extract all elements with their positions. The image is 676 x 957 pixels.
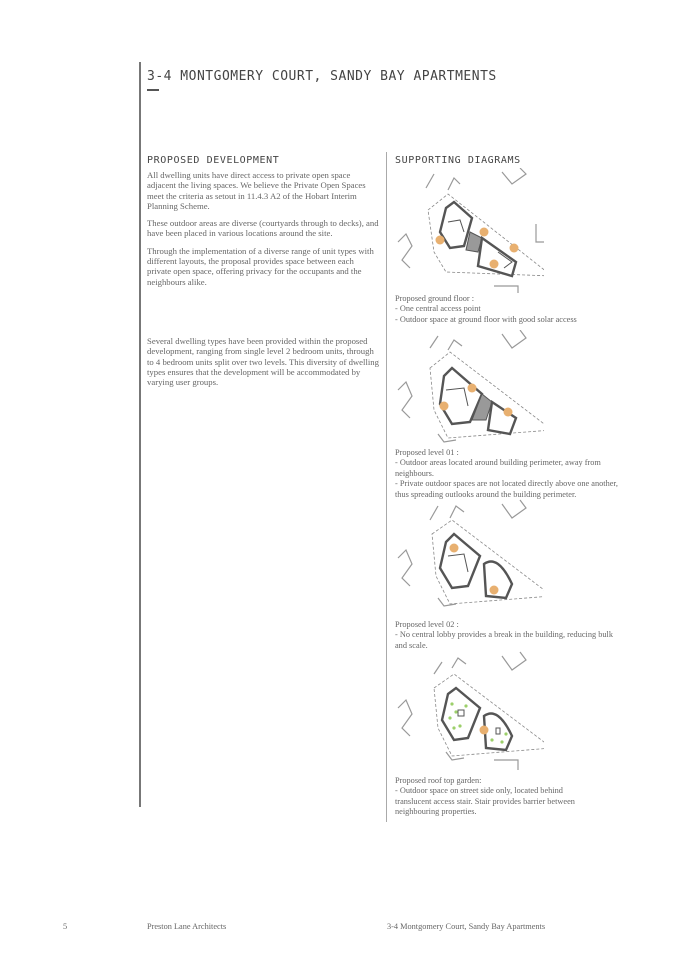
outdoor-space-marker <box>480 228 489 237</box>
level-01-caption: Proposed level 01 : - Outdoor areas located around building perimeter, away from neighbours. - Private outdoor spaces are not located directly above one another, thus spreading outlooks around the building perimeter. <box>395 448 618 499</box>
outdoor-space-marker <box>504 408 513 417</box>
page-title: 3-4 MONTGOMERY COURT, SANDY BAY APARTMENTS <box>147 69 497 84</box>
roof-top-garden-plan-diagram <box>394 648 544 773</box>
dwelling-types-text <box>147 336 379 394</box>
outdoor-space-marker <box>468 384 477 393</box>
footer-project: 3-4 Montgomery Court, Sandy Bay Apartments <box>387 922 546 931</box>
level-02-plan-diagram <box>394 498 544 623</box>
left-margin-rule <box>139 62 141 807</box>
roof-top-garden-caption: Proposed roof top garden: - Outdoor space on street side only, located behind translucent access stair. Stair provides barrier between neighbouring properties. <box>395 776 575 817</box>
proposed-development-heading: PROPOSED DEVELOPMENT <box>147 155 280 166</box>
level-01-plan-diagram <box>394 330 544 455</box>
ground-floor-plan-diagram <box>394 168 544 293</box>
supporting-diagrams-heading: SUPPORTING DIAGRAMS <box>395 155 521 166</box>
title-underline <box>147 89 159 91</box>
paragraph-2: These outdoor areas are diverse (courtyards through to decks), and have been placed in various locations around the site. <box>147 218 379 239</box>
outdoor-space-marker <box>440 402 449 411</box>
footer-firm: Preston Lane Architects <box>147 922 227 931</box>
ground-floor-caption: Proposed ground floor : - One central access point - Outdoor space at ground floor with good solar access <box>395 294 577 324</box>
column-separator <box>386 152 387 822</box>
paragraph-1: All dwelling units have direct access to private open space adjacent the living spaces. We believe the Private Open Spaces meet the criteria as setout in 11.4.3 A2 of the Hobart Interim Planning Scheme. <box>147 170 366 211</box>
page-number: 5 <box>63 922 68 931</box>
proposed-development-text <box>147 170 379 294</box>
paragraph-4: Several dwelling types have been provided within the proposed development, ranging from single level 2 bedroom units, through to 4 bedroom units split over two levels. This diversity of dwelling types ensures that the development will be accommodated by varying user groups. <box>147 336 379 388</box>
outdoor-space-marker <box>450 544 459 553</box>
paragraph-3: Through the implementation of a diverse range of unit types with different layouts, the proposal provides space between each private open space, offering privacy for the occupants and the neighbours alike. <box>147 245 374 287</box>
outdoor-space-marker <box>480 726 489 735</box>
outdoor-space-marker <box>436 236 445 245</box>
outdoor-space-marker <box>510 244 519 253</box>
outdoor-space-marker <box>490 586 499 595</box>
level-02-caption: Proposed level 02 : - No central lobby provides a break in the building, reducing bulk and scale. <box>395 620 613 650</box>
outdoor-space-marker <box>490 260 499 269</box>
